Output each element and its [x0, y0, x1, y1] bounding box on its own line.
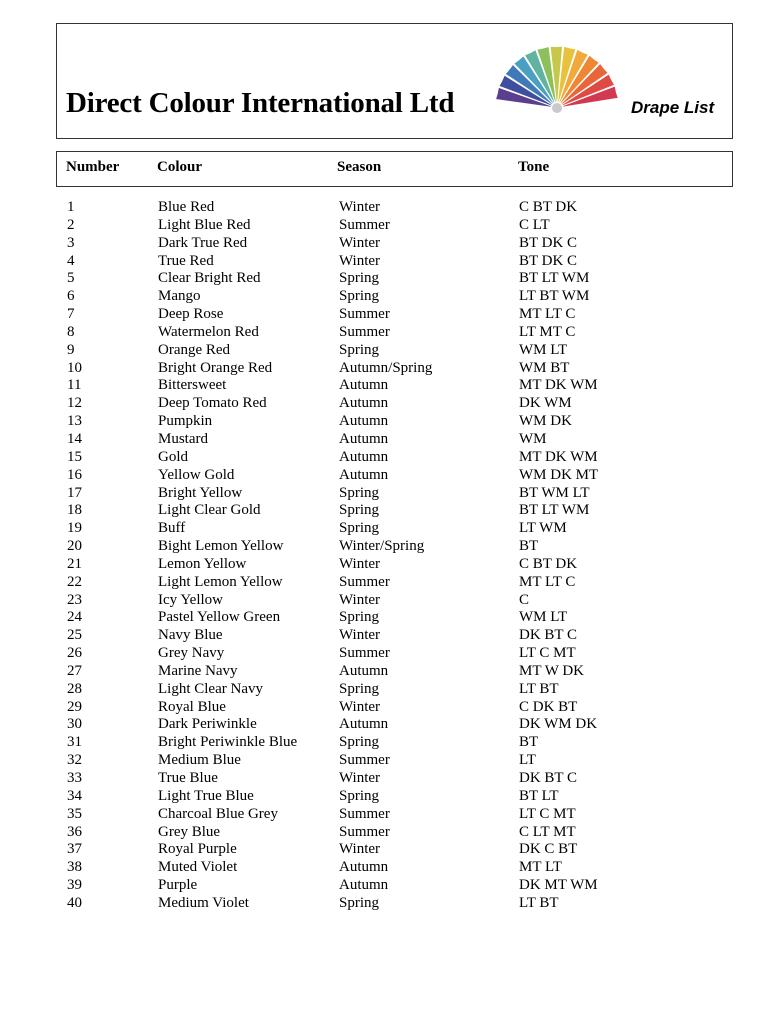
cell-season: Summer: [339, 645, 390, 662]
cell-season: Winter: [339, 252, 381, 269]
cell-tone: C DK BT: [519, 698, 578, 715]
cell-number: 1: [67, 199, 75, 215]
cell-colour: Light Lemon Yellow: [158, 573, 283, 590]
cell-number: 6: [67, 288, 75, 305]
cell-colour: Deep Rose: [158, 306, 224, 323]
cell-number: 4: [67, 252, 75, 269]
cell-tone: WM DK: [519, 413, 572, 430]
cell-tone: WM: [519, 430, 547, 447]
cell-tone: DK BT C: [519, 770, 578, 786]
column-header-tone: Tone: [518, 159, 550, 175]
cell-tone: LT BT: [519, 894, 559, 911]
table-row: [0, 574, 768, 592]
cell-colour: Medium Blue: [158, 752, 241, 769]
cell-number: 13: [67, 413, 82, 430]
cell-number: 24: [67, 609, 82, 626]
cell-season: Autumn: [339, 377, 389, 394]
cell-colour: Dark Periwinkle: [158, 716, 257, 733]
cell-number: 36: [67, 823, 82, 840]
cell-number: 27: [67, 662, 82, 679]
cell-season: Summer: [339, 823, 390, 840]
cell-tone: LT C MT: [519, 645, 576, 662]
table-row: [0, 217, 768, 235]
table-row: [0, 253, 768, 271]
table-row: [0, 413, 768, 431]
cell-season: Winter: [339, 555, 381, 572]
drape-list-table: [0, 199, 768, 913]
cell-colour: Orange Red: [158, 341, 231, 358]
table-row: [0, 306, 768, 324]
cell-season: Summer: [339, 306, 390, 323]
cell-tone: WM DK MT: [519, 466, 599, 483]
cell-colour: Navy Blue: [158, 627, 223, 644]
cell-tone: WM BT: [519, 359, 570, 376]
cell-colour: Deep Tomato Red: [158, 395, 267, 412]
cell-number: 9: [67, 341, 75, 358]
cell-colour: Bright Yellow: [158, 484, 243, 501]
cell-tone: C: [519, 591, 530, 608]
cell-season: Winter: [339, 841, 381, 858]
cell-tone: BT LT WM: [519, 502, 590, 519]
cell-colour: Royal Blue: [158, 698, 226, 715]
cell-number: 33: [67, 770, 82, 786]
colour-fan-logo: [491, 36, 623, 114]
cell-colour: Bittersweet: [158, 377, 227, 394]
cell-colour: Blue Red: [158, 199, 215, 215]
cell-tone: BT DK C: [519, 234, 578, 251]
table-row: [0, 324, 768, 342]
cell-season: Autumn: [339, 662, 389, 679]
table-row: [0, 235, 768, 253]
table-row: [0, 592, 768, 610]
cell-number: 19: [67, 520, 82, 537]
cell-number: 39: [67, 877, 82, 894]
cell-colour: Muted Violet: [158, 859, 238, 876]
cell-number: 23: [67, 591, 82, 608]
table-row: [0, 752, 768, 770]
cell-number: 31: [67, 734, 82, 751]
cell-season: Winter: [339, 698, 381, 715]
cell-number: 17: [67, 484, 82, 501]
cell-colour: Pumpkin: [158, 413, 213, 430]
cell-season: Spring: [339, 341, 380, 358]
cell-tone: LT MT C: [519, 323, 576, 340]
table-row: [0, 288, 768, 306]
cell-season: Spring: [339, 502, 380, 519]
cell-colour: Yellow Gold: [158, 466, 235, 483]
table-row: [0, 681, 768, 699]
cell-number: 8: [67, 323, 75, 340]
cell-tone: LT BT WM: [519, 288, 590, 305]
table-row: [0, 716, 768, 734]
table-row: [0, 645, 768, 663]
cell-colour: Light Blue Red: [158, 216, 251, 233]
cell-number: 7: [67, 306, 75, 323]
cell-number: 11: [67, 377, 82, 394]
cell-number: 25: [67, 627, 82, 644]
cell-colour: Light True Blue: [158, 787, 254, 804]
cell-season: Winter: [339, 627, 381, 644]
cell-number: 16: [67, 466, 82, 483]
cell-tone: LT BT: [519, 680, 559, 697]
cell-tone: DK MT WM: [519, 877, 598, 894]
column-header-colour: Colour: [157, 159, 202, 175]
cell-number: 40: [67, 894, 82, 911]
cell-colour: Pastel Yellow Green: [158, 609, 281, 626]
cell-season: Spring: [339, 609, 380, 626]
cell-number: 20: [67, 538, 82, 555]
cell-tone: BT: [519, 734, 539, 751]
cell-tone: BT DK C: [519, 252, 578, 269]
cell-tone: MT DK WM: [519, 448, 598, 465]
table-row: [0, 699, 768, 717]
cell-colour: Mango: [158, 288, 201, 305]
cell-tone: LT: [519, 752, 536, 769]
table-row: [0, 770, 768, 788]
cell-tone: BT WM LT: [519, 484, 590, 501]
cell-colour: Light Clear Gold: [158, 502, 261, 519]
cell-colour: Grey Blue: [158, 823, 221, 840]
cell-tone: DK BT C: [519, 627, 578, 644]
cell-colour: Buff: [158, 520, 186, 537]
cell-number: 3: [67, 234, 75, 251]
table-row: [0, 609, 768, 627]
cell-number: 35: [67, 805, 82, 822]
cell-tone: C LT: [519, 216, 550, 233]
cell-colour: Dark True Red: [158, 234, 248, 251]
cell-number: 28: [67, 680, 82, 697]
table-row: [0, 467, 768, 485]
cell-number: 15: [67, 448, 82, 465]
cell-number: 5: [67, 270, 75, 287]
table-row: [0, 877, 768, 895]
cell-tone: BT LT: [519, 787, 559, 804]
cell-season: Summer: [339, 573, 390, 590]
cell-tone: MT LT C: [519, 306, 576, 323]
cell-colour: Light Clear Navy: [158, 680, 263, 697]
cell-tone: DK WM DK: [519, 716, 598, 733]
cell-number: 2: [67, 216, 75, 233]
cell-number: 18: [67, 502, 82, 519]
cell-tone: WM LT: [519, 341, 568, 358]
table-row: [0, 663, 768, 681]
cell-tone: C BT DK: [519, 555, 578, 572]
cell-colour: Mustard: [158, 430, 208, 447]
table-row: [0, 627, 768, 645]
cell-season: Spring: [339, 520, 380, 537]
cell-tone: BT: [519, 538, 539, 555]
cell-number: 38: [67, 859, 82, 876]
cell-season: Winter/Spring: [339, 538, 425, 555]
cell-colour: Bright Periwinkle Blue: [158, 734, 298, 751]
cell-number: 37: [67, 841, 82, 858]
table-row: [0, 270, 768, 288]
cell-number: 32: [67, 752, 82, 769]
cell-tone: MT W DK: [519, 662, 585, 679]
cell-season: Spring: [339, 734, 380, 751]
cell-tone: C LT MT: [519, 823, 576, 840]
column-header-row: [56, 151, 733, 187]
table-row: [0, 556, 768, 574]
table-row: [0, 806, 768, 824]
cell-colour: Charcoal Blue Grey: [158, 805, 278, 822]
cell-season: Winter: [339, 234, 381, 251]
column-header-season: Season: [337, 159, 382, 175]
cell-colour: Bight Lemon Yellow: [158, 538, 284, 555]
table-row: [0, 538, 768, 556]
cell-number: 14: [67, 430, 82, 447]
cell-colour: Bright Orange Red: [158, 359, 273, 376]
cell-colour: Purple: [158, 877, 198, 894]
cell-season: Spring: [339, 894, 380, 911]
cell-number: 22: [67, 573, 82, 590]
cell-number: 30: [67, 716, 82, 733]
cell-season: Winter: [339, 591, 381, 608]
table-row: [0, 342, 768, 360]
table-row: [0, 841, 768, 859]
cell-number: 29: [67, 698, 82, 715]
cell-colour: Clear Bright Red: [158, 270, 261, 287]
table-row: [0, 360, 768, 378]
cell-colour: Royal Purple: [158, 841, 237, 858]
cell-colour: Grey Navy: [158, 645, 225, 662]
table-row: [0, 377, 768, 395]
cell-number: 26: [67, 645, 82, 662]
cell-season: Winter: [339, 770, 381, 786]
cell-tone: MT LT: [519, 859, 562, 876]
cell-tone: C BT DK: [519, 199, 578, 215]
company-name: Direct Colour International Ltd: [66, 87, 455, 119]
cell-season: Summer: [339, 216, 390, 233]
cell-season: Spring: [339, 288, 380, 305]
cell-colour: Icy Yellow: [158, 591, 224, 608]
cell-season: Autumn: [339, 716, 389, 733]
cell-season: Autumn: [339, 395, 389, 412]
table-row: [0, 502, 768, 520]
document-header: [56, 23, 733, 139]
cell-colour: Lemon Yellow: [158, 555, 247, 572]
cell-colour: Medium Violet: [158, 894, 249, 911]
cell-tone: WM LT: [519, 609, 568, 626]
cell-season: Autumn: [339, 859, 389, 876]
cell-season: Summer: [339, 752, 390, 769]
table-row: [0, 824, 768, 842]
cell-season: Spring: [339, 680, 380, 697]
cell-tone: DK C BT: [519, 841, 578, 858]
cell-tone: LT WM: [519, 520, 567, 537]
cell-colour: Marine Navy: [158, 662, 238, 679]
table-row: [0, 485, 768, 503]
table-row: [0, 199, 768, 217]
table-row: [0, 449, 768, 467]
cell-season: Autumn: [339, 448, 389, 465]
cell-season: Autumn: [339, 413, 389, 430]
cell-tone: DK WM: [519, 395, 572, 412]
cell-season: Spring: [339, 787, 380, 804]
table-row: [0, 395, 768, 413]
table-row: [0, 859, 768, 877]
cell-number: 12: [67, 395, 82, 412]
cell-tone: MT LT C: [519, 573, 576, 590]
cell-tone: BT LT WM: [519, 270, 590, 287]
cell-colour: True Red: [158, 252, 214, 269]
table-row: [0, 734, 768, 752]
cell-season: Winter: [339, 199, 381, 215]
table-row: [0, 431, 768, 449]
cell-season: Autumn/Spring: [339, 359, 433, 376]
cell-number: 34: [67, 787, 82, 804]
table-row: [0, 788, 768, 806]
cell-season: Autumn: [339, 466, 389, 483]
cell-season: Spring: [339, 484, 380, 501]
fan-hub: [552, 103, 562, 113]
cell-colour: Gold: [158, 448, 188, 465]
cell-season: Spring: [339, 270, 380, 287]
column-header-number: Number: [66, 159, 120, 175]
cell-season: Autumn: [339, 430, 389, 447]
document-title: Drape List: [631, 98, 715, 117]
cell-season: Summer: [339, 805, 390, 822]
cell-tone: LT C MT: [519, 805, 576, 822]
table-row: [0, 895, 768, 913]
cell-number: 10: [67, 359, 82, 376]
cell-season: Summer: [339, 323, 390, 340]
cell-colour: Watermelon Red: [158, 323, 259, 340]
table-row: [0, 520, 768, 538]
cell-tone: MT DK WM: [519, 377, 598, 394]
cell-number: 21: [67, 555, 82, 572]
cell-colour: True Blue: [158, 770, 218, 786]
cell-season: Autumn: [339, 877, 389, 894]
